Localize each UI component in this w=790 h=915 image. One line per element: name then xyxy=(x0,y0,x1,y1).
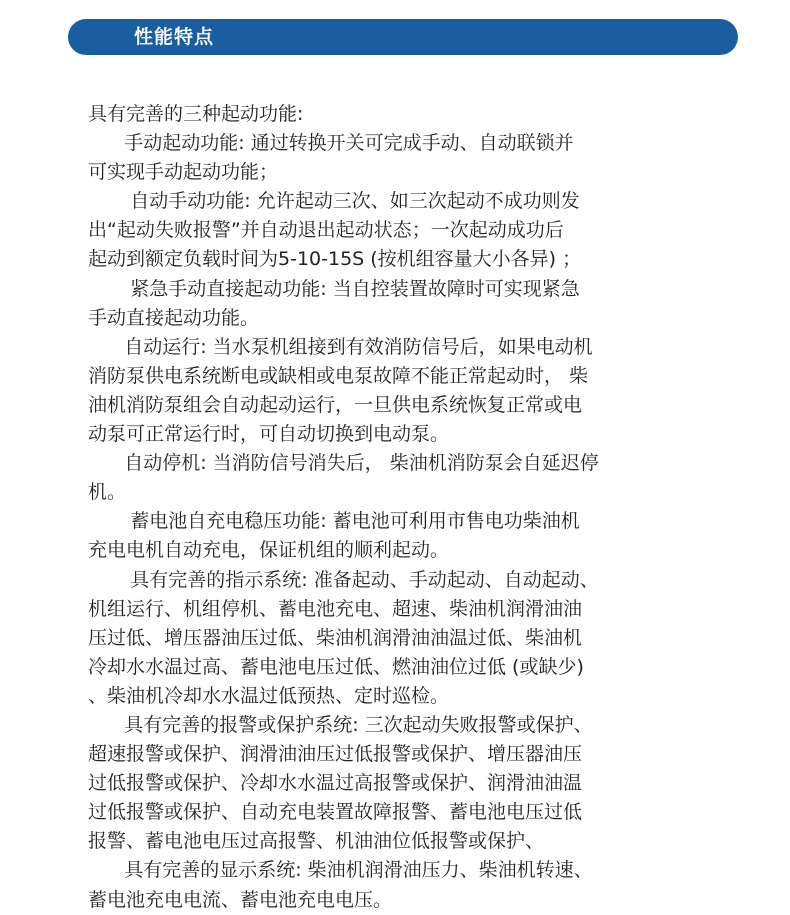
text-line: 压过低、增压器油压过低、柴油机润滑油油温过低、柴油机 xyxy=(88,626,583,649)
text-line: 充电电机自动充电，保证机组的顺利起动。 xyxy=(88,539,450,562)
text-line: 过低报警或保护、自动充电装置故障报警、蓄电池电压过低 xyxy=(88,801,583,824)
text-line: 蓄电池自充电稳压功能: 蓄电池可利用市售电功柴油机 xyxy=(88,510,580,533)
section-header-bar xyxy=(68,19,738,55)
text-line: 紧急手动直接起动功能: 当自控装置故障时可实现紧急 xyxy=(88,277,580,300)
text-line: 手动起动功能: 通过转换开关可完成手动、自动联锁并 xyxy=(88,132,574,155)
text-line: 具有完善的显示系统: 柴油机润滑油压力、柴油机转速、 xyxy=(88,859,593,882)
text-line: 机组运行、机组停机、蓄电池充电、超速、柴油机润滑油油 xyxy=(88,597,583,620)
section-title: 性能特点 xyxy=(134,26,215,48)
text-line: 出“起动失败报警”并自动退出起动状态；一次起动成功后 xyxy=(88,219,564,242)
text-line: 机。 xyxy=(88,481,127,504)
text-line: 具有完善的三种起动功能: xyxy=(88,103,304,125)
text-line: 、柴油机冷却水水温过低预热、定时巡检。 xyxy=(88,684,450,707)
performance-description xyxy=(88,100,718,915)
text-line: 起动到额定负载时间为5-10-15S (按机组容量大小各异) ； xyxy=(88,248,582,271)
text-line: 自动停机: 当消防信号消失后， 柴油机消防泵会自延迟停 xyxy=(88,452,599,475)
text-line: 自动手动功能: 允许起动三次、如三次起动不成功则发 xyxy=(88,190,580,213)
text-line: 可实现手动起动功能； xyxy=(88,161,279,184)
text-line: 过低报警或保护、冷却水水温过高报警或保护、润滑油油温 xyxy=(88,772,583,795)
text-line: 具有完善的报警或保护系统: 三次起动失败报警或保护、 xyxy=(88,713,593,736)
text-line: 油机消防泵组会自动起动运行，一旦供电系统恢复正常或电 xyxy=(88,393,583,416)
text-line: 冷却水水温过高、蓄电池电压过低、燃油油位过低 (或缺少) xyxy=(88,655,584,678)
text-line: 消防泵供电系统断电或缺相或电泵故障不能正常起动时， 柴 xyxy=(88,364,589,387)
text-line: 具有完善的指示系统: 准备起动、手动起动、自动起动、 xyxy=(88,568,599,591)
text-line: 蓄电池充电电流、蓄电池充电电压。 xyxy=(88,888,393,911)
text-line: 超速报警或保护、润滑油油压过低报警或保护、增压器油压 xyxy=(88,743,583,766)
text-line: 自动运行: 当水泵机组接到有效消防信号后，如果电动机 xyxy=(88,335,593,358)
text-line: 手动直接起动功能。 xyxy=(88,306,260,329)
text-line: 报警、蓄电池电压过高报警、机油油位低报警或保护、 xyxy=(88,830,545,853)
text-line: 动泵可正常运行时，可自动切换到电动泵。 xyxy=(88,423,450,446)
